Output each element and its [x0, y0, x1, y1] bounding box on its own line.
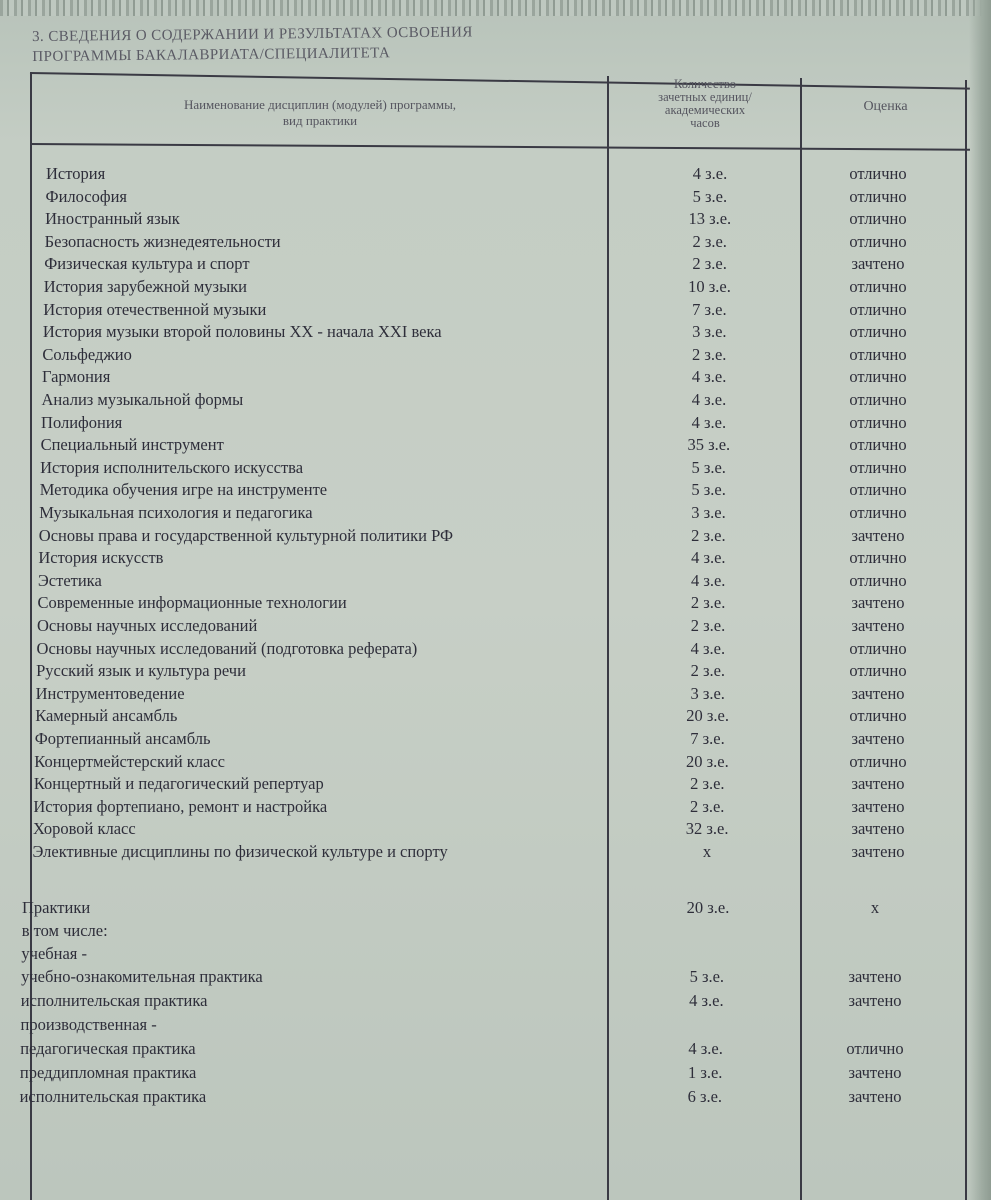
row-credits: 5 з.е. — [691, 457, 726, 477]
practice-row — [0, 1014, 991, 1036]
row-grade: х — [870, 898, 880, 917]
row-credits: 4 з.е. — [692, 164, 728, 183]
row-credits: 7 з.е. — [692, 299, 727, 319]
discipline-row — [0, 660, 991, 682]
column-header-grade — [808, 100, 963, 113]
row-credits: 2 з.е. — [690, 661, 726, 681]
section-heading-line2: ПРОГРАММЫ БАКАЛАВРИАТА/СПЕЦИАЛИТЕТА — [32, 45, 391, 65]
row-grade: отлично — [849, 638, 907, 658]
discipline-row — [0, 321, 991, 343]
discipline-row — [0, 412, 991, 434]
row-credits: 7 з.е. — [690, 729, 725, 748]
row-credits: 4 з.е. — [691, 548, 726, 568]
decorative-border — [0, 0, 991, 16]
column-header-units — [615, 78, 795, 130]
section-heading — [32, 22, 473, 67]
row-grade: зачтено — [851, 796, 905, 816]
row-credits: 32 з.е. — [685, 819, 729, 839]
discipline-row — [0, 276, 991, 298]
row-credits: 2 з.е. — [690, 593, 726, 613]
row-name: Гармония — [41, 367, 111, 387]
row-grade: зачтено — [848, 1087, 902, 1106]
discipline-row — [0, 547, 991, 569]
row-credits: 4 з.е. — [690, 638, 726, 658]
row-grade: отлично — [849, 548, 907, 568]
practice-row — [0, 943, 991, 965]
row-name: Концертный и педагогический репертуар — [33, 774, 324, 794]
row-grade: отлично — [849, 706, 907, 726]
row-grade: отлично — [849, 367, 907, 387]
discipline-row — [0, 525, 991, 547]
row-name: Современные информационные технологии — [37, 593, 347, 613]
discipline-row — [0, 163, 991, 185]
row-name: История фортепиано, ремонт и настройка — [33, 796, 328, 816]
row-name: Фортепианный ансамбль — [34, 729, 211, 748]
row-name: исполнительская практика — [19, 1087, 207, 1106]
row-name: История музыки второй половины XX - начала XXI века — [42, 322, 442, 342]
column-header-name — [60, 97, 580, 129]
discipline-row — [0, 818, 991, 840]
row-name: Иностранный язык — [45, 209, 180, 229]
row-grade: отлично — [849, 299, 907, 319]
discipline-row — [0, 366, 991, 388]
discipline-row — [0, 389, 991, 411]
row-credits: 6 з.е. — [687, 1087, 723, 1106]
discipline-row — [0, 570, 991, 592]
row-grade: отлично — [849, 231, 907, 251]
row-credits: 5 з.е. — [692, 186, 728, 206]
row-grade: отлично — [849, 480, 907, 500]
row-credits: 5 з.е. — [689, 967, 725, 986]
row-name: Основы научных исследований — [37, 616, 258, 635]
column-header-units-line2: зачетных единиц/ — [658, 90, 752, 104]
row-name: Русский язык и культура речи — [36, 661, 246, 681]
row-credits: 2 з.е. — [690, 616, 726, 635]
row-credits: 4 з.е. — [688, 1039, 723, 1058]
row-name: Инструментоведение — [35, 683, 185, 703]
row-name: в том числе: — [21, 921, 108, 940]
row-grade: зачтено — [851, 254, 905, 274]
row-credits: 2 з.е. — [692, 254, 727, 274]
row-grade: зачтено — [851, 593, 905, 613]
discipline-row — [0, 186, 991, 208]
row-name: История — [46, 164, 106, 183]
row-name: Практики — [22, 898, 91, 917]
row-name: История отечественной музыки — [43, 299, 267, 319]
row-grade: зачтено — [851, 774, 905, 794]
row-name: Сольфеджио — [42, 344, 132, 364]
row-credits: 2 з.е. — [690, 774, 725, 794]
discipline-row — [0, 208, 991, 230]
practice-row — [0, 1062, 991, 1084]
row-credits: 4 з.е. — [691, 390, 727, 409]
row-credits: 4 з.е. — [689, 991, 724, 1010]
row-credits: 2 з.е. — [691, 344, 727, 364]
row-name: педагогическая практика — [20, 1039, 196, 1058]
discipline-row — [0, 434, 991, 456]
table-top-border — [30, 72, 970, 89]
row-grade: отлично — [849, 751, 907, 771]
row-credits: 4 з.е. — [690, 570, 726, 590]
row-grade: зачтено — [848, 967, 902, 986]
row-credits: 2 з.е. — [689, 796, 725, 816]
row-name: История исполнительского искусства — [40, 457, 304, 477]
column-header-units-line4: часов — [690, 116, 720, 130]
row-name: учебно-ознакомительная практика — [21, 967, 263, 986]
column-header-name-line2: вид практики — [282, 113, 358, 128]
row-grade: отлично — [849, 661, 907, 681]
row-credits: 20 з.е. — [686, 751, 729, 771]
practice-row — [0, 1038, 991, 1060]
discipline-row — [0, 773, 991, 795]
row-grade: отлично — [846, 1039, 904, 1058]
row-name: производственная - — [20, 1015, 157, 1034]
row-credits: х — [702, 842, 712, 861]
row-name: Анализ музыкальной формы — [41, 390, 244, 409]
discipline-row — [0, 299, 991, 321]
column-header-units-line3: академических — [664, 103, 746, 117]
section-heading-line1: 3. СВЕДЕНИЯ О СОДЕРЖАНИИ И РЕЗУЛЬТАТАХ ОСВОЕНИЯ — [32, 24, 473, 45]
row-name: Физическая культура и спорт — [44, 254, 250, 274]
discipline-row — [0, 638, 991, 660]
row-grade: отлично — [849, 570, 907, 590]
row-name: Полифония — [41, 412, 123, 432]
discipline-row — [0, 705, 991, 727]
row-grade: зачтено — [851, 616, 905, 635]
row-grade: отлично — [849, 209, 907, 229]
row-grade: зачтено — [851, 819, 905, 839]
practice-row — [0, 920, 991, 942]
row-name: Хоровой класс — [32, 819, 136, 839]
discipline-row — [0, 592, 991, 614]
discipline-row — [0, 479, 991, 501]
discipline-row — [0, 683, 991, 705]
row-name: Методика обучения игре на инструменте — [39, 480, 328, 500]
row-credits: 2 з.е. — [691, 525, 726, 545]
row-credits: 4 з.е. — [691, 412, 727, 432]
discipline-row — [0, 751, 991, 773]
row-grade: зачтено — [851, 729, 905, 748]
row-name: Камерный ансамбль — [35, 706, 178, 726]
row-grade: зачтено — [851, 842, 905, 861]
row-name: Основы права и государственной культурной политики РФ — [38, 525, 454, 545]
row-grade: зачтено — [848, 1063, 902, 1082]
practice-row — [0, 966, 991, 988]
row-grade: отлично — [849, 322, 907, 342]
table-header-border — [30, 143, 970, 150]
practice-row — [0, 897, 991, 919]
row-credits: 10 з.е. — [688, 277, 731, 296]
row-grade: отлично — [849, 390, 907, 409]
row-name: История искусств — [38, 548, 164, 568]
row-name: преддипломная практика — [19, 1063, 197, 1082]
discipline-row — [0, 231, 991, 253]
row-grade: отлично — [849, 412, 907, 432]
row-name: учебная - — [21, 944, 88, 963]
discipline-row — [0, 457, 991, 479]
row-name: Концертмейстерский класс — [34, 751, 226, 771]
row-grade: отлично — [849, 277, 907, 296]
discipline-row — [0, 728, 991, 750]
row-grade: зачтено — [851, 525, 905, 545]
row-credits: 20 з.е. — [686, 706, 729, 726]
row-grade: отлично — [849, 435, 907, 455]
row-credits: 20 з.е. — [686, 898, 730, 917]
row-grade: отлично — [849, 503, 907, 522]
row-name: Специальный инструмент — [40, 435, 224, 455]
row-credits: 5 з.е. — [691, 480, 726, 500]
discipline-row — [0, 253, 991, 275]
discipline-row — [0, 344, 991, 366]
row-name: Эстетика — [37, 570, 102, 590]
practice-row — [0, 1086, 991, 1108]
row-grade: отлично — [849, 164, 907, 183]
row-name: Основы научных исследований (подготовка реферата) — [36, 638, 418, 658]
row-credits: 3 з.е. — [691, 503, 726, 522]
row-credits: 1 з.е. — [687, 1063, 723, 1082]
row-credits: 2 з.е. — [692, 231, 727, 251]
row-name: Элективные дисциплины по физической культуре и спорту — [32, 842, 448, 861]
discipline-row — [0, 502, 991, 524]
row-grade: зачтено — [848, 991, 902, 1010]
row-credits: 4 з.е. — [691, 367, 727, 387]
discipline-row — [0, 841, 991, 863]
row-name: История зарубежной музыки — [43, 277, 248, 296]
column-header-units-line1: Количество — [674, 77, 736, 91]
discipline-row — [0, 796, 991, 818]
column-header-grade-label: Оценка — [863, 99, 908, 114]
row-grade: зачтено — [851, 683, 905, 703]
row-grade: отлично — [849, 457, 907, 477]
row-grade: отлично — [849, 344, 907, 364]
row-credits: 3 з.е. — [690, 683, 725, 703]
row-grade: отлично — [849, 186, 907, 206]
row-name: исполнительская практика — [20, 991, 208, 1010]
row-name: Безопасность жизнедеятельности — [44, 231, 281, 251]
discipline-row — [0, 615, 991, 637]
row-name: Музыкальная психология и педагогика — [39, 503, 313, 522]
row-credits: 13 з.е. — [688, 209, 732, 229]
column-header-name-line1: Наименование дисциплин (модулей) программы, — [183, 97, 457, 112]
practice-row — [0, 990, 991, 1012]
row-credits: 35 з.е. — [687, 435, 731, 455]
row-credits: 3 з.е. — [692, 322, 727, 342]
row-name: Философия — [45, 186, 127, 206]
